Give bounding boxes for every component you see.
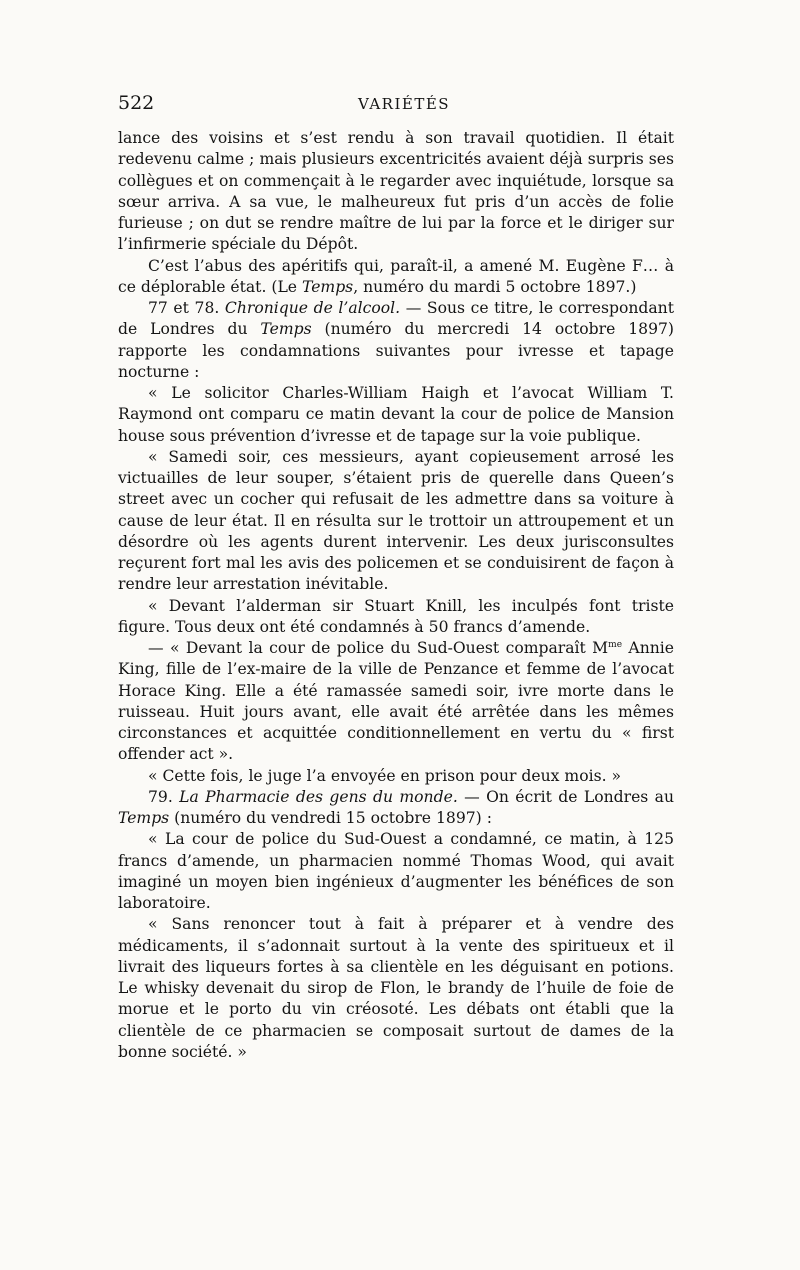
text-run: — On écrit de Londres au — [457, 787, 674, 806]
text-run: (numéro du mercredi 14 octobre 1897) rapporte les condamnations suivantes pour ivresse et tapage nocturne : — [118, 320, 674, 381]
paragraph — [118, 638, 674, 766]
text-run: « Samedi soir, ces messieurs, ayant copieusement arrosé les victuailles de leur souper, s’étaient pris de querelle dans Queen’s street avec un cocher qui refusait de les admettre dans sa voiture à cause de leur état. Il en résulta sur le trottoir un attroupement et un désordre où les agents durent intervenir. Les deux jurisconsultes reçurent fort mal les avis des policemen et se conduisirent de façon à rendre leur arrestation inévitable. — [118, 447, 674, 594]
text-run: lance des voisins et s’est rendu à son travail quotidien. Il était redevenu calme ; mais plusieurs excentricités avaient déjà surpris ses collègues et on commençait à le regarder avec inquiétude, lorsque sa sœur arriva. A sa vue, le malheureux fut pris d’un accès de folie furieuse ; on dut se rendre maître de lui par la force et le diriger sur l’infirmerie spéciale du Dépôt. — [118, 129, 674, 254]
paragraph — [118, 383, 674, 447]
text-run: « Cette fois, le juge l’a envoyée en prison pour deux mois. » — [148, 766, 622, 785]
text-run: C’est l’abus des apéritifs qui, paraît-il, a amené M. Eugène F… à ce déplorable état. (Le — [118, 256, 674, 296]
paragraph — [118, 596, 674, 639]
text-run: 77 et 78. — [148, 299, 225, 317]
text-run: Annie King, fille de l’ex-maire de la ville de Penzance et femme de l’avocat Horace King. Elle a été ramassée samedi soir, ivre morte dans le ruisseau. Huit jours avant, elle avait été arrêtée dans les mêmes circonstances et acquittée conditionnellement en vertu du « first offender act ». — [118, 639, 674, 764]
paragraph — [118, 128, 674, 256]
paragraph — [118, 447, 674, 596]
body-text — [118, 128, 674, 1063]
paragraph — [118, 766, 674, 787]
text-run: — Sous ce titre, le correspondant de Londres du — [118, 299, 674, 339]
superscript-text: me — [608, 639, 623, 650]
italic-text: Temps — [118, 809, 170, 827]
paragraph — [118, 787, 674, 830]
text-run: « La cour de police du Sud-Ouest a condamné, ce matin, à 125 francs d’amende, un pharmacien nommé Thomas Wood, qui avait imaginé un moyen bien ingénieux d’augmenter les bénéfices de son laboratoire. — [118, 830, 674, 912]
text-run: — « Devant la cour de police du Sud-Ouest comparaît M — [148, 639, 609, 657]
text-run: 79. — [148, 787, 180, 806]
paragraph — [118, 829, 674, 914]
paragraph — [118, 256, 674, 299]
page-number: 522 — [118, 92, 155, 114]
text-run: (numéro du vendredi 15 octobre 1897) : — [169, 809, 492, 827]
text-run: « Le solicitor Charles-William Haigh et l’avocat William T. Raymond ont comparu ce matin devant la cour de police de Mansion house sous prévention d’ivresse et de tapage sur la voie publique. — [118, 384, 674, 445]
paragraph — [118, 914, 674, 1063]
text-run: « Devant l’alderman sir Stuart Knill, les inculpés font triste figure. Tous deux ont été condamnés à 50 francs d’amende. — [118, 596, 674, 636]
italic-text: La Pharmacie des gens du monde. — [179, 787, 458, 806]
italic-text: Temps — [260, 320, 312, 339]
text-run: , numéro du mardi 5 octobre 1897.) — [353, 277, 637, 296]
paragraph — [118, 298, 674, 383]
italic-text: Temps — [302, 277, 354, 296]
text-run: « Sans renoncer tout à fait à préparer et à vendre des médicaments, il s’adonnait surtout à la vente des spiritueux et il livrait des liqueurs fortes à sa clientèle en les déguisant en potions. Le whisky devenait du sirop de Flon, le brandy de l’huile de foie de morue et le porto du vin créosoté. Les débats ont établi que la clientèle de ce pharmacien se composait surtout de dames de la bonne société. » — [118, 915, 674, 1061]
italic-text: Chronique de l’alcool. — [224, 299, 401, 317]
page-header — [118, 92, 673, 118]
running-title: VARIÉTÉS — [358, 95, 451, 113]
